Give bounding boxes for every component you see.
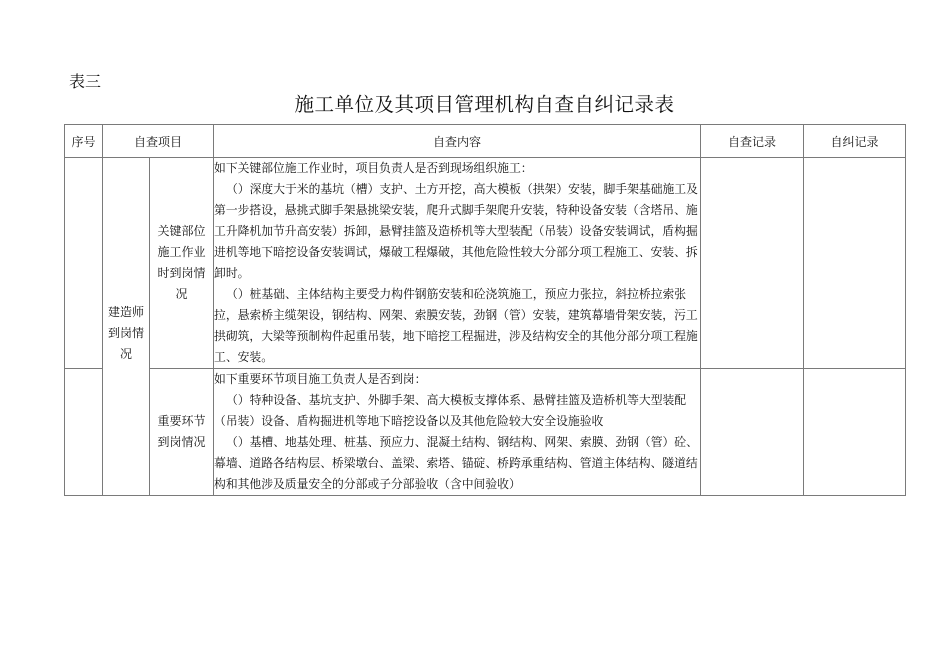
page-title: 施工单位及其项目管理机构自查自纠记录表 — [294, 93, 675, 116]
sub-item-cell — [150, 158, 214, 369]
self-correct-cell[interactable] — [804, 158, 906, 369]
content-point: （）特种设备、基坑支护、外脚手架、高大模板支撑体系、悬臂挂篮及造桥机等大型装配（吊装）设备、盾构掘进机等地下暗挖设备以及其他危险较大安全设施验收 — [214, 393, 687, 428]
content-intro: 如下关键部位施工作业时，项目负责人是否到现场组织施工： — [214, 161, 533, 175]
content-point: （）基槽、地基处理、桩基、预应力、混凝土结构、钢结构、网架、索膜、劲钢（管）砼、幕墙、道路各结构层、桥梁墩台、盖梁、索塔、锚碇、桥跨承重结构、管道主体结构、隧道结构和其他涉及质量安全的分部或子分部验收（含中间验收） — [214, 435, 698, 491]
header-self-correct: 自纠记录 — [804, 125, 906, 158]
table-row — [65, 158, 906, 369]
group-cell — [103, 158, 150, 369]
table-header-row — [65, 125, 906, 158]
content-cell — [214, 369, 701, 496]
document-label: 表三 — [69, 72, 102, 91]
sub-item-label: 重要环节到岗情况 — [157, 414, 206, 449]
seq-cell — [65, 369, 103, 496]
self-correct-cell[interactable] — [804, 369, 906, 496]
seq-cell — [65, 158, 103, 369]
header-self-check: 自查记录 — [701, 125, 804, 158]
header-seq: 序号 — [65, 125, 103, 158]
content-point: （）桩基础、主体结构主要受力构件钢筋安装和砼浇筑施工，预应力张拉，斜拉桥拉索张拉，悬索桥主缆架设，钢结构、网架、索膜安装，劲钢（管）安装，建筑幕墙骨架安装，污工拱砌筑，大梁等预制构件起重吊装，地下暗挖工程掘进，涉及结构安全的其他分部分项工程施工、安装。 — [214, 287, 698, 364]
self-check-cell[interactable] — [701, 158, 804, 369]
content-intro: 如下重要环节项目施工负责人是否到岗： — [214, 372, 427, 386]
sub-item-cell — [150, 369, 214, 496]
self-check-table — [64, 124, 906, 496]
self-check-cell[interactable] — [701, 369, 804, 496]
group-label: 建造师到岗情况 — [107, 304, 144, 361]
content-cell — [214, 158, 701, 369]
sub-item-label: 关键部位施工作业时到岗情况 — [157, 224, 206, 301]
group-cell-continued — [103, 369, 150, 496]
table-row — [65, 369, 906, 496]
header-item: 自查项目 — [103, 125, 214, 158]
header-content: 自查内容 — [214, 125, 701, 158]
content-point: （）深度大于米的基坑（槽）支护、土方开挖，高大模板（拱架）安装，脚手架基础施工及第一步搭设，悬挑式脚手架悬挑梁安装，爬升式脚手架爬升安装，特种设备安装（含塔吊、施工升降机加节升高安装）拆卸，悬臂挂篮及造桥机等大型装配（吊装）设备安装调试，盾构掘进机等地下暗挖设备安装调试，爆破工程爆破，其他危险性较大分部分项工程施工、安装、拆卸时。 — [214, 182, 698, 280]
